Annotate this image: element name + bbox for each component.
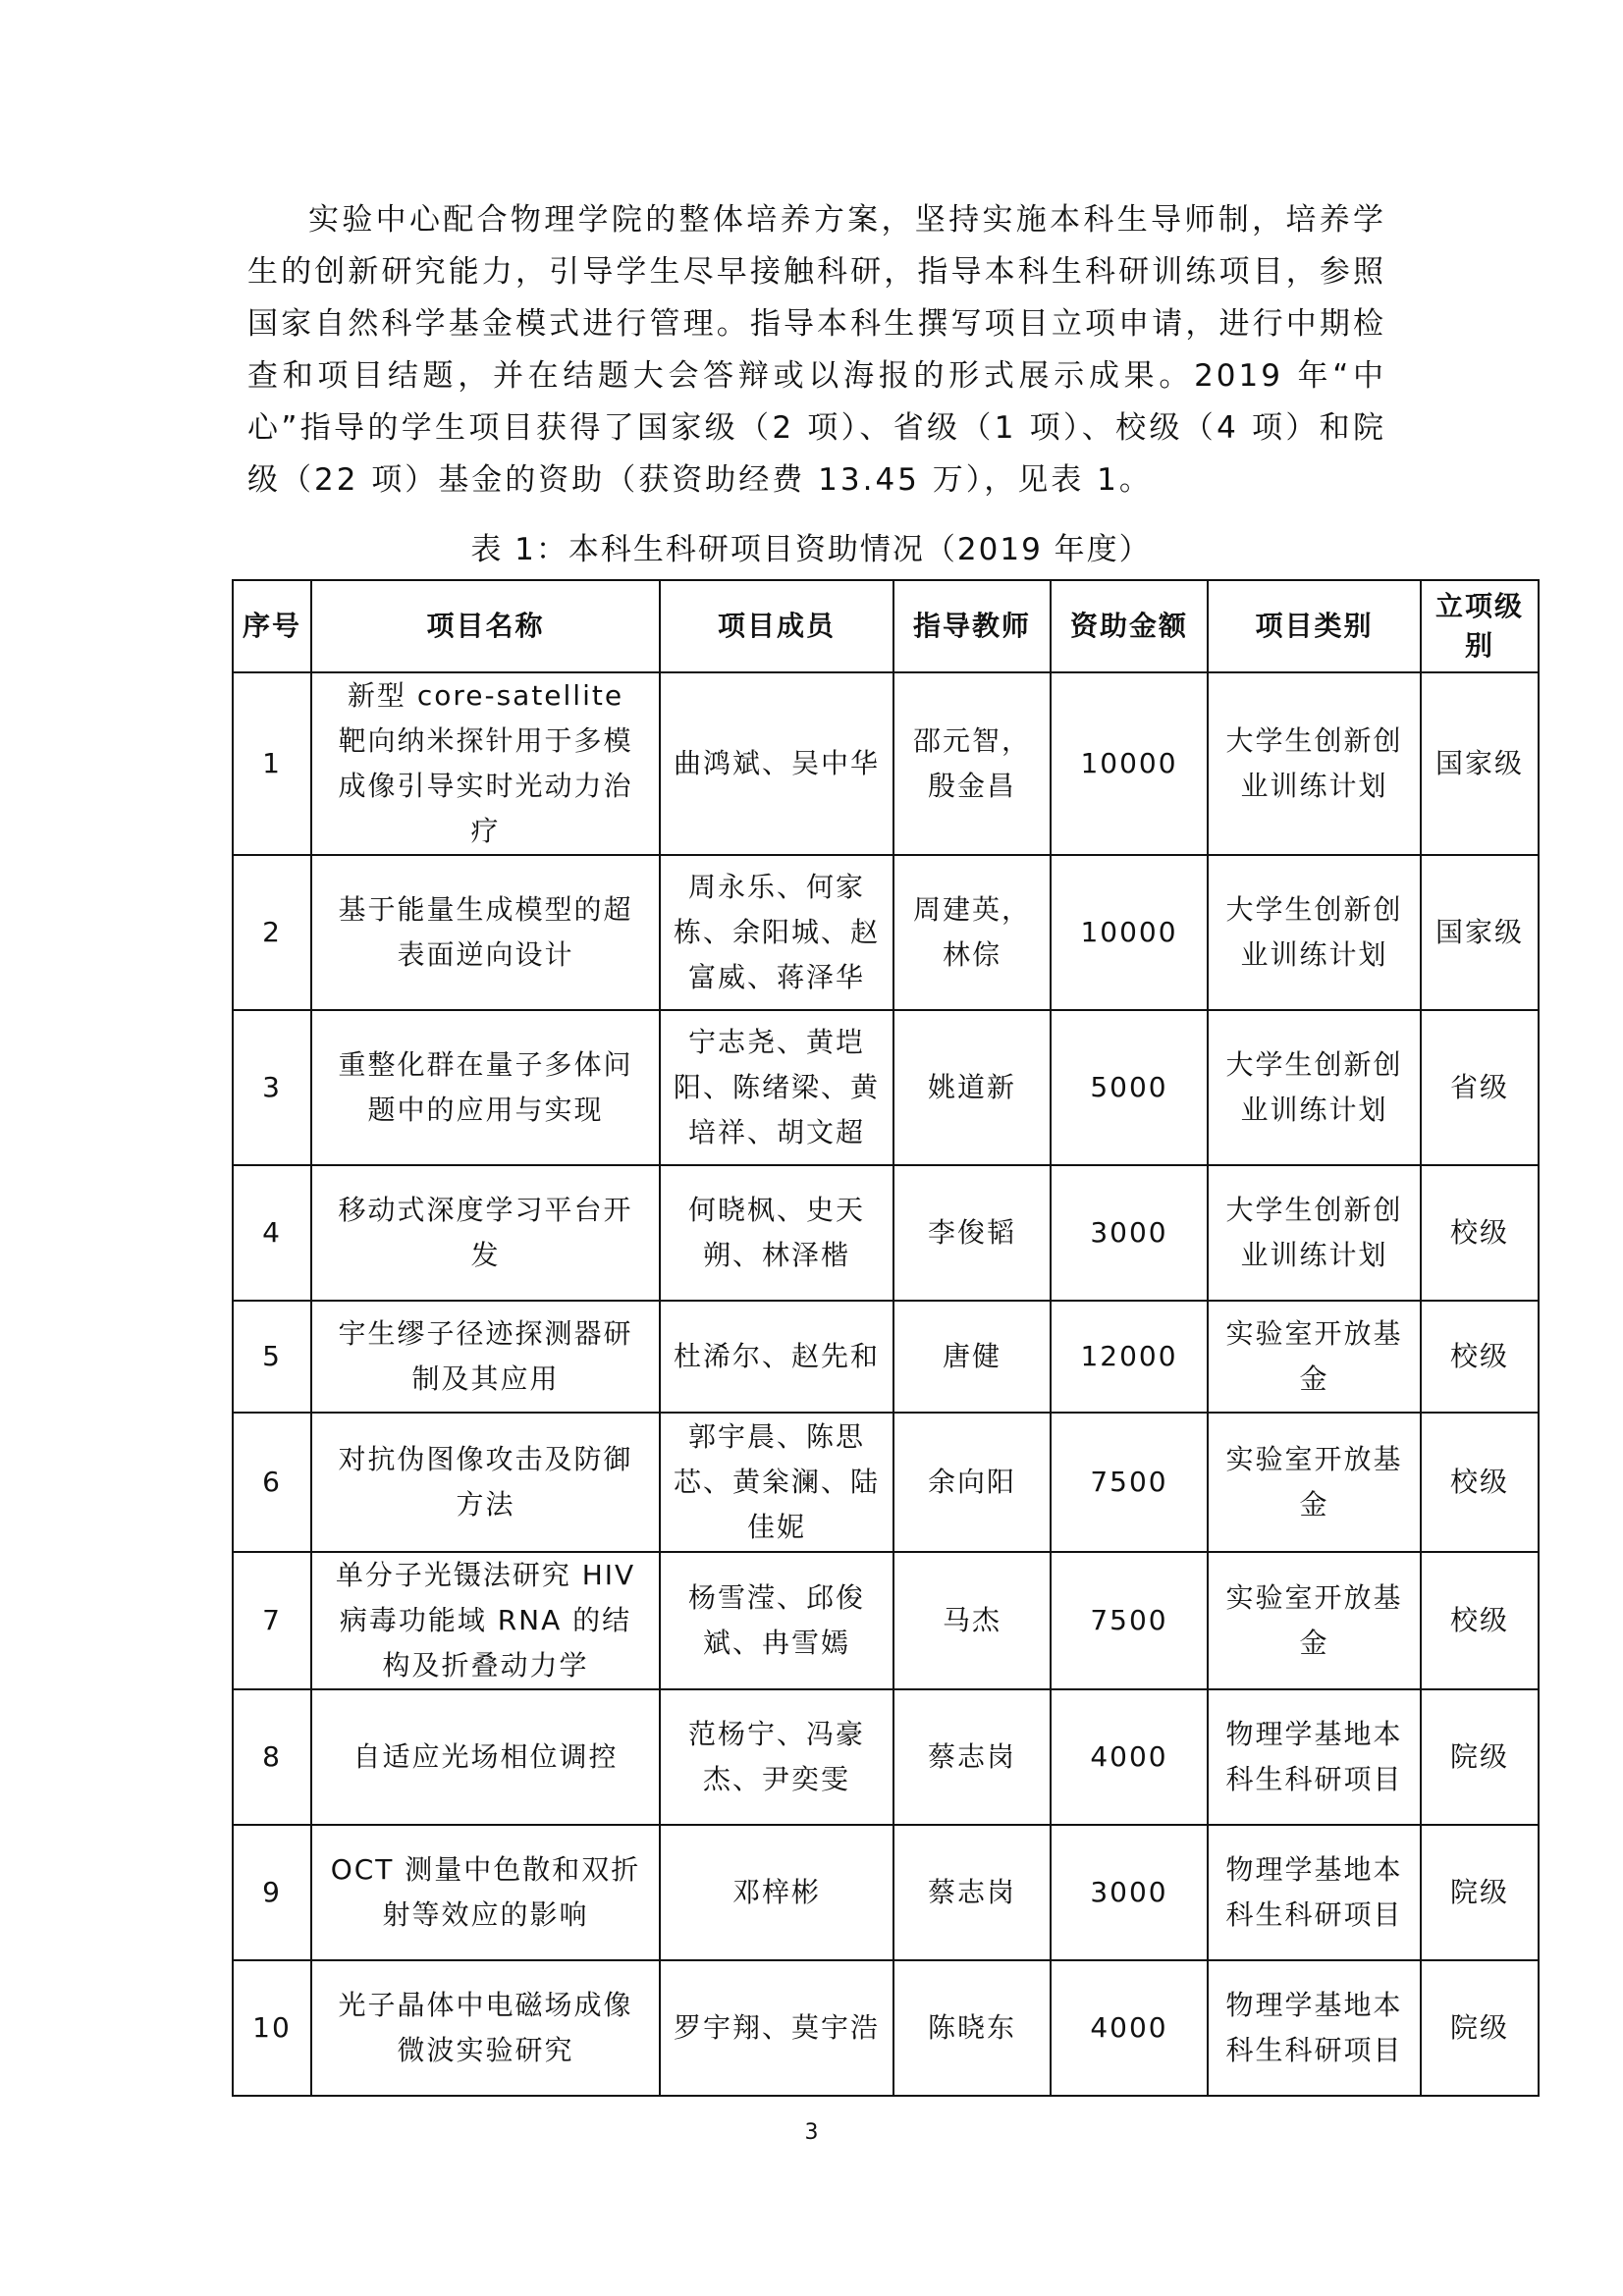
cell-index: 7 [233,1552,311,1689]
cell-level: 国家级 [1421,855,1539,1010]
table-row [233,672,1539,855]
table-header [233,580,1539,672]
header-row [233,580,1539,672]
table-row [233,1010,1539,1165]
header-project-name: 项目名称 [311,580,660,672]
cell-category: 大学生创新创业训练计划 [1208,1165,1421,1301]
cell-project-name: 光子晶体中电磁场成像微波实验研究 [311,1960,660,2096]
cell-project-name: 宇生缪子径迹探测器研制及其应用 [311,1301,660,1413]
cell-level: 校级 [1421,1165,1539,1301]
cell-advisor: 姚道新 [893,1010,1051,1165]
cell-members: 郭宇晨、陈思芯、黄枀澜、陆佳妮 [660,1413,893,1552]
table-row [233,1165,1539,1301]
cell-project-name: 新型 core-satellite 靶向纳米探针用于多模成像引导实时光动力治疗 [311,672,660,855]
cell-index: 5 [233,1301,311,1413]
table-row [233,1552,1539,1689]
cell-amount: 7500 [1051,1552,1208,1689]
cell-advisor: 余向阳 [893,1413,1051,1552]
cell-members: 范杨宁、冯豪杰、尹奕雯 [660,1689,893,1825]
cell-category: 实验室开放基金 [1208,1301,1421,1413]
page-number: 3 [804,2120,819,2145]
table-row [233,1301,1539,1413]
cell-index: 1 [233,672,311,855]
cell-advisor: 周建英，林倧 [893,855,1051,1010]
cell-index: 6 [233,1413,311,1552]
header-amount: 资助金额 [1051,580,1208,672]
cell-advisor: 马杰 [893,1552,1051,1689]
cell-amount: 10000 [1051,672,1208,855]
cell-members: 杨雪滢、邱俊斌、冉雪嫣 [660,1552,893,1689]
cell-index: 2 [233,855,311,1010]
cell-members: 周永乐、何家栋、余阳城、赵富威、蒋泽华 [660,855,893,1010]
cell-members: 杜浠尔、赵先和 [660,1301,893,1413]
body-paragraph: 实验中心配合物理学院的整体培养方案，坚持实施本科生导师制，培养学生的创新研究能力，引导学生尽早接触科研，指导本科生科研训练项目，参照国家自然科学基金模式进行管理。指导本科生撰写项目立项申请，进行中期检查和项目结题，并在结题大会答辩或以海报的形式展示成果。2019 年“中心”指导的学生项目获得了国家级（2 项）、省级（1 项）、校级（4 项）和院级（22 项）基金的资助（获资助经费 13.45 万），见表 1。 [247,202,1386,498]
cell-amount: 10000 [1051,855,1208,1010]
table-caption: 表 1：本科生科研项目资助情况（2019 年度） [470,532,1152,567]
cell-category: 大学生创新创业训练计划 [1208,855,1421,1010]
table-row [233,1825,1539,1960]
header-members: 项目成员 [660,580,893,672]
cell-amount: 4000 [1051,1689,1208,1825]
cell-members: 邓梓彬 [660,1825,893,1960]
header-category: 项目类别 [1208,580,1421,672]
header-advisor: 指导教师 [893,580,1051,672]
cell-category: 物理学基地本科生科研项目 [1208,1689,1421,1825]
cell-category: 实验室开放基金 [1208,1413,1421,1552]
table-row [233,1689,1539,1825]
cell-project-name: OCT 测量中色散和双折射等效应的影响 [311,1825,660,1960]
cell-level: 院级 [1421,1960,1539,2096]
cell-category: 物理学基地本科生科研项目 [1208,1825,1421,1960]
cell-index: 9 [233,1825,311,1960]
cell-category: 物理学基地本科生科研项目 [1208,1960,1421,2096]
table-body [233,672,1539,2096]
cell-members: 罗宇翔、莫宇浩 [660,1960,893,2096]
cell-index: 10 [233,1960,311,2096]
cell-category: 大学生创新创业训练计划 [1208,672,1421,855]
cell-project-name: 自适应光场相位调控 [311,1689,660,1825]
cell-advisor: 唐健 [893,1301,1051,1413]
cell-category: 实验室开放基金 [1208,1552,1421,1689]
cell-amount: 3000 [1051,1165,1208,1301]
header-level: 立项级别 [1421,580,1539,672]
cell-members: 何晓枫、史天朔、林泽楷 [660,1165,893,1301]
cell-level: 省级 [1421,1010,1539,1165]
cell-advisor: 陈晓东 [893,1960,1051,2096]
cell-level: 校级 [1421,1552,1539,1689]
cell-index: 3 [233,1010,311,1165]
cell-amount: 4000 [1051,1960,1208,2096]
cell-members: 宁志尧、黄垲阳、陈绪梁、黄培祥、胡文超 [660,1010,893,1165]
cell-level: 校级 [1421,1301,1539,1413]
cell-amount: 5000 [1051,1010,1208,1165]
cell-project-name: 重整化群在量子多体问题中的应用与实现 [311,1010,660,1165]
cell-advisor: 李俊韬 [893,1165,1051,1301]
cell-advisor: 邵元智，殷金昌 [893,672,1051,855]
cell-members: 曲鸿斌、吴中华 [660,672,893,855]
cell-advisor: 蔡志岗 [893,1689,1051,1825]
cell-category: 大学生创新创业训练计划 [1208,1010,1421,1165]
cell-project-name: 对抗伪图像攻击及防御方法 [311,1413,660,1552]
table-row [233,855,1539,1010]
header-index: 序号 [233,580,311,672]
cell-level: 校级 [1421,1413,1539,1552]
cell-index: 8 [233,1689,311,1825]
cell-index: 4 [233,1165,311,1301]
cell-level: 院级 [1421,1825,1539,1960]
cell-project-name: 移动式深度学习平台开发 [311,1165,660,1301]
cell-project-name: 单分子光镊法研究 HIV 病毒功能域 RNA 的结构及折叠动力学 [311,1552,660,1689]
table-row [233,1960,1539,2096]
cell-amount: 12000 [1051,1301,1208,1413]
cell-amount: 7500 [1051,1413,1208,1552]
funding-table [232,579,1540,2097]
cell-project-name: 基于能量生成模型的超表面逆向设计 [311,855,660,1010]
cell-level: 院级 [1421,1689,1539,1825]
table-row [233,1413,1539,1552]
cell-level: 国家级 [1421,672,1539,855]
cell-amount: 3000 [1051,1825,1208,1960]
cell-advisor: 蔡志岗 [893,1825,1051,1960]
